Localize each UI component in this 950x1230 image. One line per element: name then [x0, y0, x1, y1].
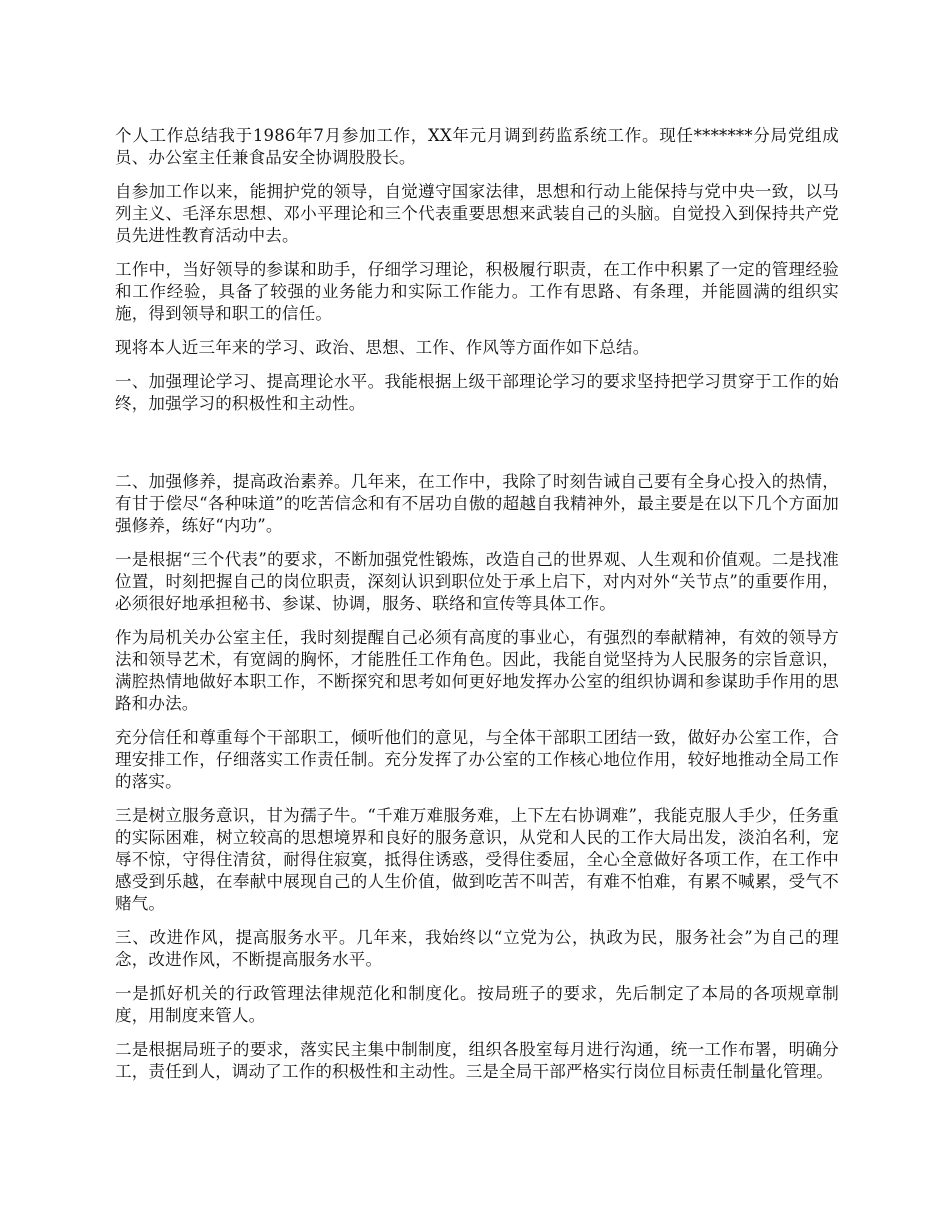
paragraph-section-three: 三、改进作风，提高服务水平。几年来，我始终以“立党为公，执政为民，服务社会”为自己的理念，改进作风，不断提高服务水平。 — [115, 928, 839, 969]
paragraph-section-one: 一、加强理论学习、提高理论水平。我能根据上级干部理论学习的要求坚持把学习贯穿于工作的始终，加强学习的积极性和主动性。 — [115, 372, 839, 413]
paragraph-section-two: 二、加强修养，提高政治素养。几年来，在工作中，我除了时刻告诫自己要有全身心投入的热情，有甘于偿尽“各种味道”的吃苦信念和有不居功自傲的超越自我精神外，最主要是在以下几个方面加强修养，练好“内功”。 — [115, 472, 839, 535]
paragraph-office-director: 作为局机关办公室主任，我时刻提醒自己必须有高度的事业心，有强烈的奉献精神，有效的领导方法和领导艺术，有宽阔的胸怀，才能胜任工作角色。因此，我能自觉坚持为人民服务的宗旨意识，满腔热情地做好本职工作，不断探究和思考如何更好地发挥办公室的组织协调和参谋助手作用的思路和办法。 — [115, 628, 839, 713]
paragraph-summary-lead: 现将本人近三年来的学习、政治、思想、工作、作风等方面作如下总结。 — [115, 338, 650, 357]
paragraph-admin-management: 一是抓好机关的行政管理法律规范化和制度化。按局班子的要求，先后制定了本局的各项规章制度，用制度来管人。 — [115, 984, 839, 1025]
document-body — [115, 125, 839, 1095]
paragraph-work-role: 工作中，当好领导的参谋和助手，仔细学习理论，积极履行职责，在工作中积累了一定的管理经验和工作经验，具备了较强的业务能力和实际工作能力。工作有思路、有条理，并能圆满的组织实施，得到领导和职工的信任。 — [115, 260, 839, 323]
paragraph-service-awareness: 三是树立服务意识，甘为孺子牛。“千难万难服务难，上下左右协调难”，我能克服人手少，任务重的实际困难，树立较高的思想境界和良好的服务意识，从党和人民的工作大局出发，淡泊名利，宠辱不惊，守得住清贫，耐得住寂寞，抵得住诱惑，受得住委屈，全心全意做好各项工作，在工作中感受到乐越，在奉献中展现自己的人生价值，做到吃苦不叫苦，有难不怕难，有累不喊累，受气不赌气。 — [115, 806, 839, 913]
paragraph-intro: 个人工作总结我于1986年7月参加工作，XX年元月调到药监系统工作。现任*******分局党组成员、办公室主任兼食品安全协调股股长。 — [115, 126, 839, 167]
paragraph-trust-staff: 充分信任和尊重每个干部职工，倾听他们的意见，与全体干部职工团结一致，做好办公室工作，合理安排工作，仔细落实工作责任制。充分发挥了办公室的工作核心地位作用，较好地推动全局工作的落实。 — [115, 728, 839, 791]
paragraph-democratic-centralism: 二是根据局班子的要求，落实民主集中制制度，组织各股室每月进行沟通，统一工作布署，明确分工，责任到人，调动了工作的积极性和主动性。三是全局干部严格实行岗位目标责任制量化管理。 — [115, 1040, 839, 1081]
paragraph-political-stance: 自参加工作以来，能拥护党的领导，自觉遵守国家法律，思想和行动上能保持与党中央一致，以马列主义、毛泽东思想、邓小平理论和三个代表重要思想来武装自己的头脑。自觉投入到保持共产党员先进性教育活动中去。 — [115, 182, 839, 245]
paragraph-three-represents: 一是根据“三个代表”的要求，不断加强党性锻炼，改造自己的世界观、人生观和价值观。二是找准位置，时刻把握自己的岗位职责，深刻认识到职位处于承上启下，对内对外“关节点”的重要作用，必须很好地承担秘书、参谋、协调，服务、联络和宣传等具体工作。 — [115, 550, 839, 613]
